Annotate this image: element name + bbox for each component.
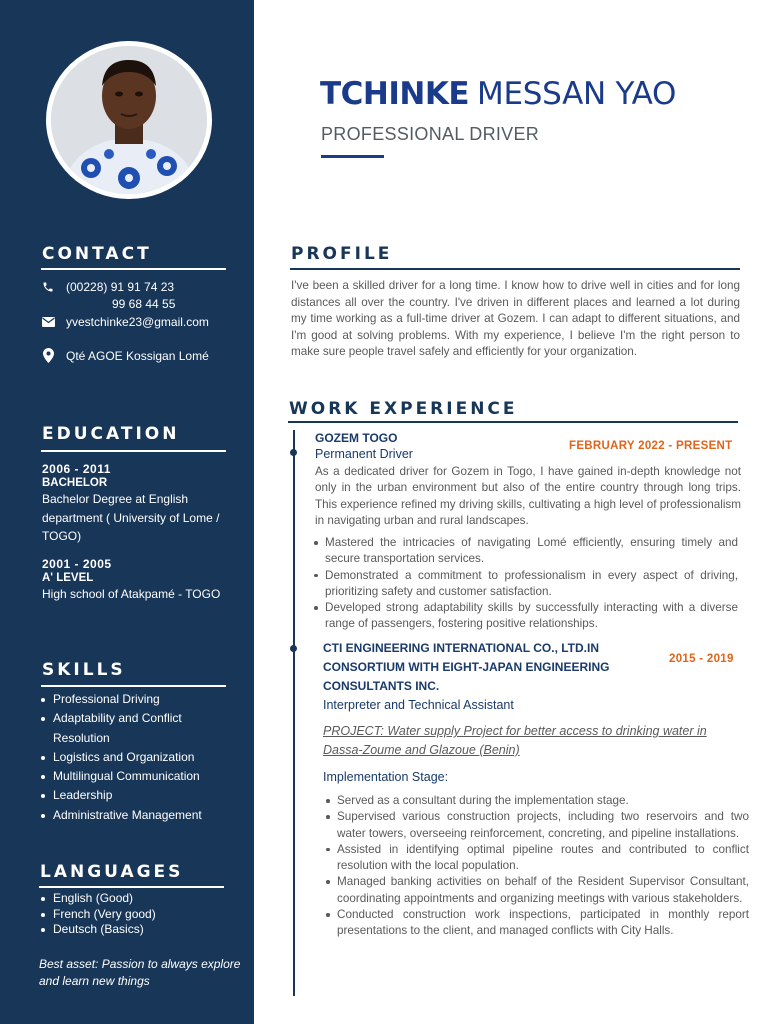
job-summary: As a dedicated driver for Gozem in Togo, I have gained in-depth knowledge not only in the urban environment but also of the entire country through long trips. This experience refined my driving skills, cultivating a high level of professionalism in navigating urban and rural landscapes.	[315, 465, 741, 528]
job-dates: 2015 - 2019	[669, 653, 734, 665]
job-bullet: Demonstrated a commitment to professionalism in every aspect of driving, prioritizing safety and customer satisfaction.	[313, 568, 738, 601]
contact-email	[41, 315, 209, 329]
job-bullets	[313, 535, 738, 633]
profile-heading: PROFILE	[291, 244, 393, 264]
languages-heading: LANGUAGES	[40, 862, 184, 882]
education-dates: 2001 - 2005	[42, 557, 112, 571]
skill-item: Leadership	[40, 786, 220, 805]
education-degree: A' LEVEL	[42, 572, 94, 584]
job-role: Interpreter and Technical Assistant	[323, 698, 514, 712]
contact-phone-2	[112, 297, 175, 311]
contact-heading: CONTACT	[42, 244, 152, 264]
job-title: PROFESSIONAL DRIVER	[321, 124, 540, 144]
profile-photo-frame	[46, 41, 212, 199]
education-dates: 2006 - 2011	[42, 462, 111, 476]
title-underline	[321, 155, 384, 158]
contact-address	[41, 348, 209, 363]
experience-timeline	[293, 430, 295, 996]
profile-divider	[290, 268, 740, 270]
education-description: High school of Atakpamé - TOGO	[42, 587, 221, 601]
project-stage: Implementation Stage:	[323, 770, 449, 784]
company-name: CTI ENGINEERING INTERNATIONAL CO., LTD.IN CONSORTIUM WITH EIGHT-JAPAN ENGINEERING CONSULTANTS INC.	[323, 641, 610, 693]
last-name: TCHINKE	[320, 76, 470, 112]
education-heading: EDUCATION	[42, 424, 180, 444]
best-asset-note: Best asset: Passion to always explore and learn new things	[39, 957, 241, 988]
skill-item: Professional Driving	[40, 690, 220, 709]
job-bullet: Supervised various construction projects, including two reservoirs and two water towers, overseeing reinforcement, concreting, and pipeline installations.	[325, 809, 749, 842]
education-degree: BACHELOR	[42, 477, 108, 489]
skill-item: Multilingual Communication	[40, 767, 220, 786]
languages-list	[40, 891, 156, 938]
skills-list	[40, 690, 220, 825]
job-bullet: Served as a consultant during the implementation stage.	[325, 793, 749, 809]
language-item: Deutsch (Basics)	[40, 922, 156, 938]
skill-item: Adaptability and Conflict Resolution	[40, 709, 220, 748]
full-name	[320, 76, 676, 112]
job-bullets	[325, 793, 749, 940]
skills-divider	[41, 685, 226, 687]
phone-icon	[41, 281, 55, 293]
timeline-dot	[290, 449, 297, 456]
phone-number-2[interactable]: 99 68 44 55	[112, 297, 176, 311]
language-item: English (Good)	[40, 891, 156, 907]
job-dates: FEBRUARY 2022 - PRESENT	[569, 440, 733, 452]
company-name: GOZEM TOGO	[315, 431, 398, 445]
envelope-icon	[41, 317, 55, 327]
work-experience-heading: WORK EXPERIENCE	[289, 399, 518, 419]
sidebar	[0, 0, 254, 1024]
job-bullet: Developed strong adaptability skills by successfully interacting with a diverse range of passengers, fostering positive relationships.	[313, 600, 738, 633]
job-bullet: Mastered the intricacies of navigating Lomé efficiently, ensuring timely and secure transportation services.	[313, 535, 738, 568]
job-bullet: Assisted in identifying optimal pipeline routes and contributed to conflict resolution with the local population.	[325, 842, 749, 875]
project-link[interactable]: PROJECT: Water supply Project for better access to drinking water in Dassa-Zoume and Glazoue (Benin)	[323, 724, 707, 757]
contact-phone	[41, 280, 174, 294]
skill-item: Logistics and Organization	[40, 748, 220, 767]
skill-item: Administrative Management	[40, 806, 220, 825]
contact-divider	[41, 268, 226, 270]
education-divider	[41, 450, 226, 452]
location-pin-icon	[41, 348, 55, 363]
first-names: MESSAN YAO	[477, 76, 677, 112]
skills-heading: SKILLS	[42, 660, 126, 680]
address-text: Qté AGOE Kossigan Lomé	[66, 348, 209, 363]
job-role: Permanent Driver	[315, 447, 413, 461]
job-bullet: Managed banking activities on behalf of the Resident Supervisor Consultant, coordinating appointments and organizing meetings with various stakeholders.	[325, 874, 749, 907]
education-description: Bachelor Degree at English department ( University of Lome / TOGO)	[42, 492, 220, 543]
timeline-dot	[290, 645, 297, 652]
profile-text: I've been a skilled driver for a long time. I know how to drive well in cities and for long distances all over the country. I've driven in different places and learned a lot during my time working as a full-time driver at Gozem. I can adapt to different situations, and I'm good at solving problems. With my experience, I believe I'm the right person to make sure people travel safely and efficiently for your organization.	[291, 279, 740, 358]
phone-number-1[interactable]: (00228) 91 91 74 23	[66, 280, 175, 294]
language-item: French (Very good)	[40, 907, 156, 923]
languages-divider	[39, 886, 224, 888]
email-link[interactable]: yvestchinke23@gmail.com	[66, 315, 209, 329]
profile-photo	[51, 46, 207, 194]
work-experience-divider	[288, 421, 738, 423]
job-bullet: Conducted construction work inspections, participated in monthly report presentations to the client, and managed conflicts with City Halls.	[325, 907, 749, 940]
